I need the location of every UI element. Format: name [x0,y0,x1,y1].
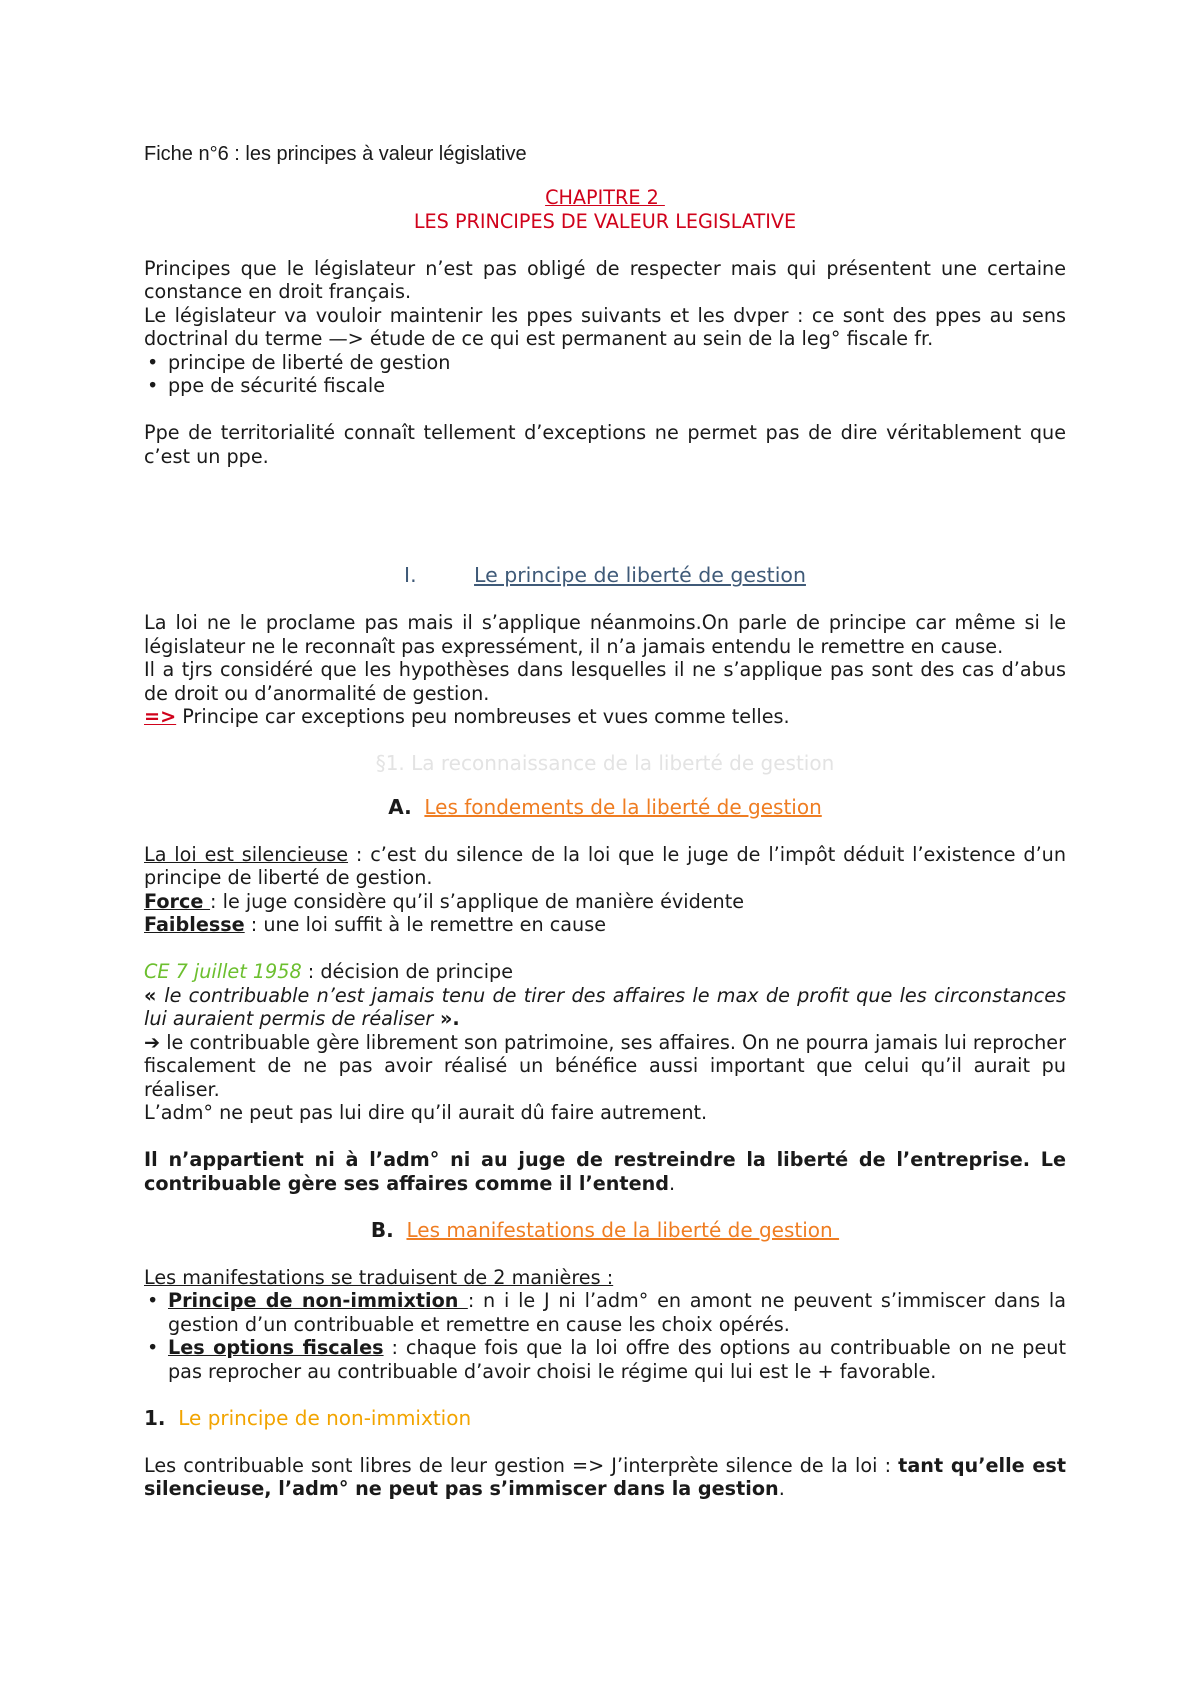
adm-paragraph: L’adm° ne peut pas lui dire qu’il aurait dû faire autrement. [144,1101,708,1124]
conclusion-paragraph: Il n’appartient ni à l’adm° ni au juge de restreindre la liberté de l’entreprise. Le contribuable gère ses affaires comme il l’entend. [144,1148,1066,1195]
subsection-heading-b: B. Les manifestations de la liberté de gestion [370,1217,840,1242]
section-title: Le principe de liberté de gestion [474,563,806,587]
subsection-title-b: Les manifestations de la liberté de gestion [406,1217,840,1242]
paragraph-heading: §1. La reconnaissance de la liberté de gestion [375,751,835,775]
arrow-icon: ➔ [144,1030,161,1054]
section1-paragraph-1: La loi ne le proclame pas mais il s’applique néanmoins.On parle de principe car même si le législateur ne le reconnaît pas expressément, il n’a jamais entendu le remettre en cause. [144,611,1066,658]
quote-paragraph: « le contribuable n’est jamais tenu de tirer des affaires le max de profit que les circonstances lui auraient permis de réaliser ». [144,983,1066,1030]
subsection-title-a: Les fondements de la liberté de gestion [424,794,822,819]
manifestation-item-1: • Principe de non-immixtion : n i le J ni l’adm° en amont ne peuvent s’immiscer dans la gestion d’un contribuable et remettre en cause les choix opérés. [144,1289,1066,1336]
page-title: Fiche n°6 : les principes à valeur législative [144,143,527,165]
document-content [144,142,1066,1501]
faiblesse-line: Faiblesse : une loi suffit à le remettre en cause [144,913,607,936]
non-immixtion-paragraph: Les contribuable sont libres de leur gestion => J’interprète silence de la loi : tant qu’elle est silencieuse, l’adm° ne peut pas s’immiscer dans la gestion. [144,1453,1066,1500]
subsection-heading-a: A. Les fondements de la liberté de gestion [388,794,822,819]
manifestation-item-2: • Les options fiscales : chaque fois que la loi offre des options au contribuable on ne peut pas reprocher au contribuable d’avoir choisi le régime qui lui est le + favorable. [144,1336,1066,1383]
chapter-label: CHAPITRE 2 [545,186,665,209]
section-number: I. [404,563,417,587]
intro-bullet-1: • principe de liberté de gestion [144,351,1066,375]
intro-paragraph-2: Le législateur va vouloir maintenir les ppes suivants et les dvper : ce sont des ppes au sens doctrinal du terme —> étude de ce qui est permanent au sein de la leg° fiscale fr. [144,303,1066,350]
case-reference: CE 7 juillet 1958 : décision de principe [144,960,514,983]
intro-bullet-2: • ppe de sécurité fiscale [144,374,1066,398]
silence-paragraph: La loi est silencieuse : c’est du silence de la loi que le juge de l’impôt déduit l’existence d’un principe de liberté de gestion. [144,842,1066,889]
chapter-title: LES PRINCIPES DE VALEUR LEGISLATIVE [413,209,797,233]
intro-paragraph-3: Ppe de territorialité connaît tellement d’exceptions ne permet pas de dire véritablement que c’est un ppe. [144,421,1066,468]
section-heading-1 [144,564,1066,588]
section1-paragraph-2: Il a tjrs considéré que les hypothèses dans lesquelles il ne s’applique pas sont des cas d’abus de droit ou d’anormalité de gestion. [144,658,1066,705]
numbered-title-1: Le principe de non-immixtion [178,1405,472,1430]
numbered-heading-1: 1. Le principe de non-immixtion [144,1405,472,1430]
intro-paragraph-1: Principes que le législateur n’est pas obligé de respecter mais qui présentent une certaine constance en droit français. [144,256,1066,303]
force-line: Force : le juge considère qu’il s’applique de manière évidente [144,889,745,913]
section1-paragraph-3: => Principe car exceptions peu nombreuses et vues comme telles. [144,705,790,728]
arrow-marker: => [144,705,177,728]
manifestations-intro: Les manifestations se traduisent de 2 manières : [144,1265,614,1289]
consequence-paragraph: ➔ le contribuable gère librement son patrimoine, ses affaires. On ne pourra jamais lui reprocher fiscalement de ne pas avoir réalisé un bénéfice aussi important que celui qu’il aurait pu réaliser. [144,1030,1066,1101]
